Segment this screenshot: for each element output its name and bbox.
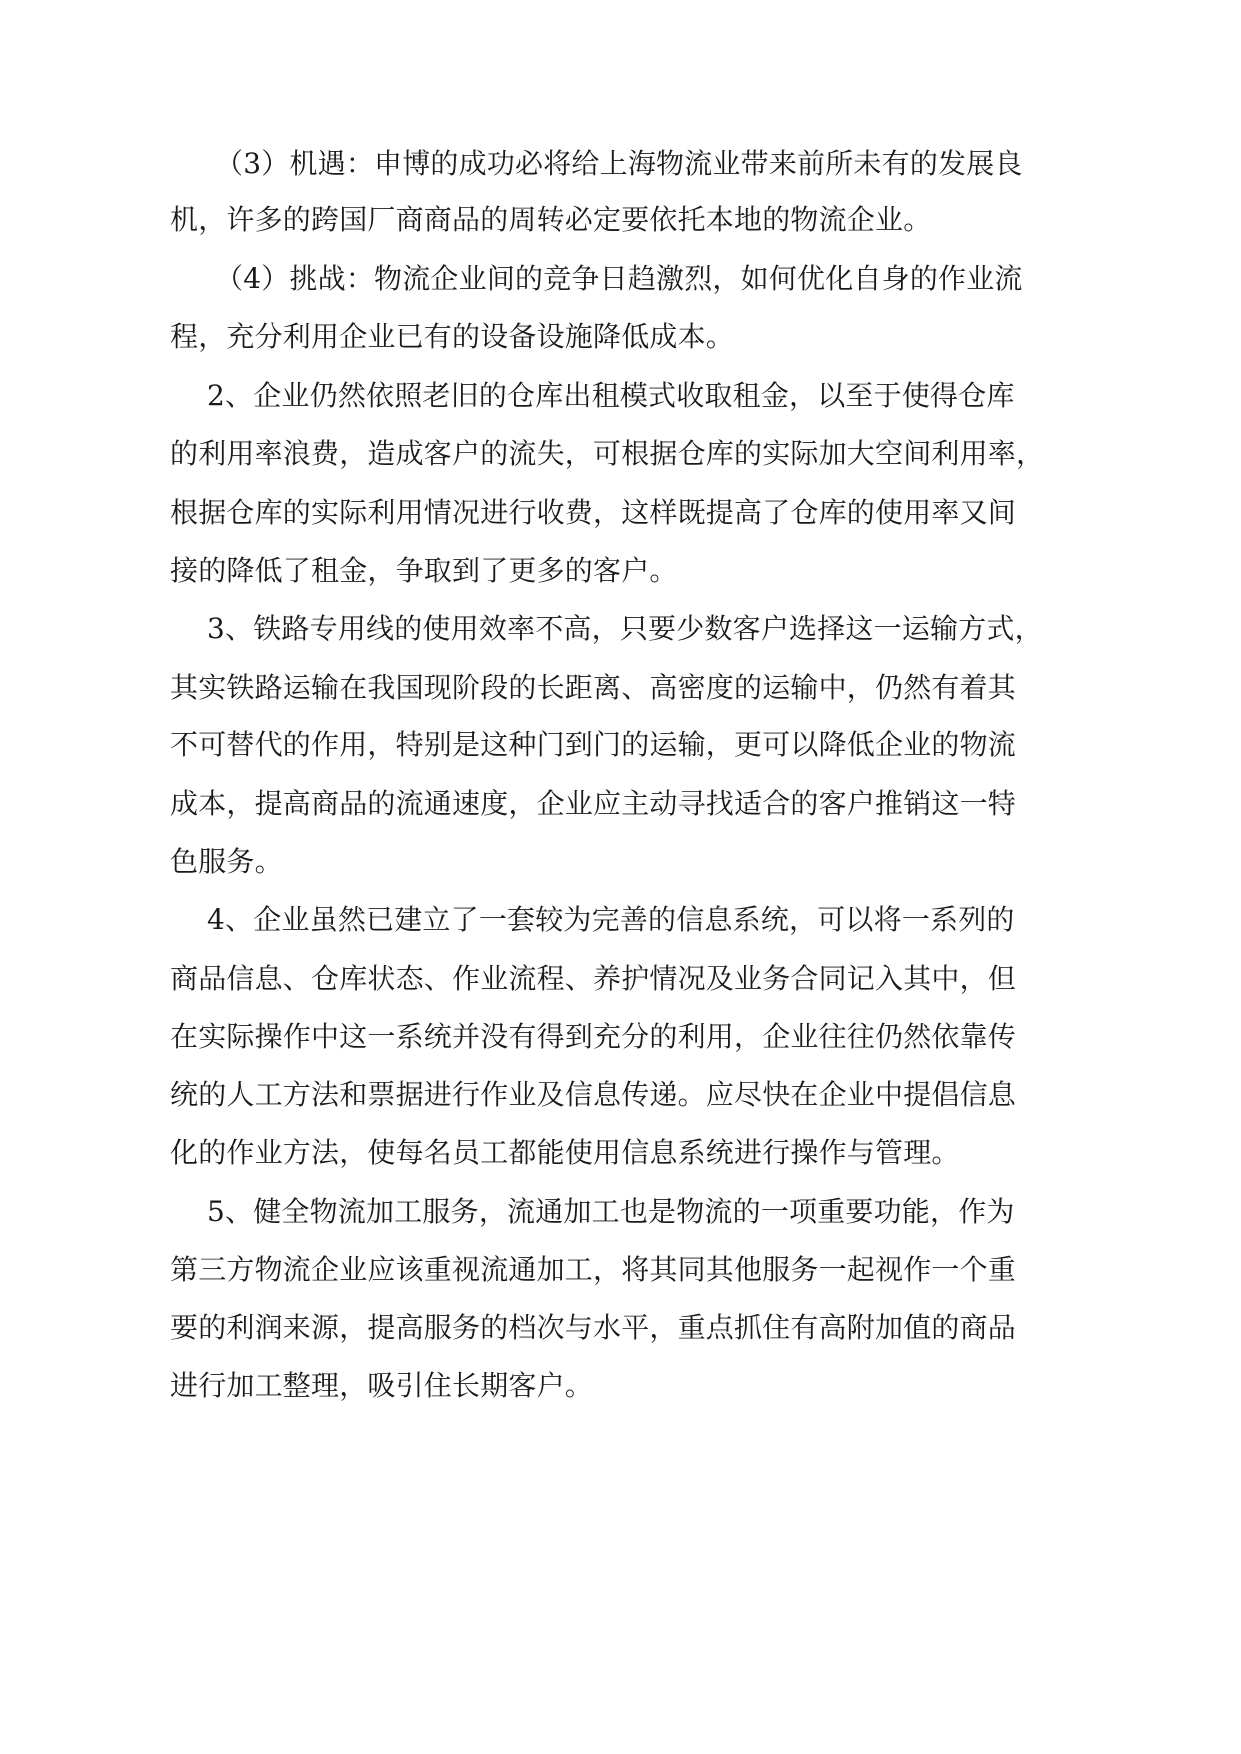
text-line: 程，充分利用企业已有的设备设施降低成本。: [170, 320, 735, 353]
text-line: 在实际操作中这一系统并没有得到充分的利用，企业往往仍然依靠传: [170, 1020, 1017, 1053]
text-line: 5、健全物流加工服务，流通加工也是物流的一项重要功能，作为: [207, 1195, 1015, 1228]
text-line: 商品信息、仓库状态、作业流程、养护情况及业务合同记入其中，但: [170, 962, 1017, 995]
text-line: 其实铁路运输在我国现阶段的长距离、高密度的运输中，仍然有着其: [170, 671, 1017, 704]
text-line: 机，许多的跨国厂商商品的周转必定要依托本地的物流企业。: [170, 203, 932, 236]
text-line: 4、企业虽然已建立了一套较为完善的信息系统，可以将一系列的: [207, 903, 1015, 936]
text-line: 根据仓库的实际利用情况进行收费，这样既提高了仓库的使用率又间: [170, 496, 1017, 529]
text-line: （4）挑战：物流企业间的竞争日趋激烈，如何优化自身的作业流: [215, 262, 1023, 295]
text-line: 3、铁路专用线的使用效率不高，只要少数客户选择这一运输方式，: [207, 612, 1043, 645]
text-line: （3）机遇：申博的成功必将给上海物流业带来前所未有的发展良: [215, 147, 1023, 180]
text-line: 化的作业方法，使每名员工都能使用信息系统进行操作与管理。: [170, 1136, 960, 1169]
text-line: 统的人工方法和票据进行作业及信息传递。应尽快在企业中提倡信息: [170, 1078, 1017, 1111]
text-line: 要的利润来源，提高服务的档次与水平，重点抓住有高附加值的商品: [170, 1311, 1017, 1344]
text-line: 接的降低了租金，争取到了更多的客户。: [170, 554, 678, 587]
text-line: 2、企业仍然依照老旧的仓库出租模式收取租金，以至于使得仓库: [207, 379, 1015, 412]
text-line: 色服务。: [170, 845, 283, 878]
text-line: 的利用率浪费，造成客户的流失，可根据仓库的实际加大空间利用率，: [170, 437, 1045, 470]
text-line: 不可替代的作用，特别是这种门到门的运输，更可以降低企业的物流: [170, 728, 1017, 761]
text-line: 进行加工整理，吸引住长期客户。: [170, 1369, 594, 1402]
text-line: 成本，提高商品的流通速度，企业应主动寻找适合的客户推销这一特: [170, 787, 1017, 820]
text-line: 第三方物流企业应该重视流通加工，将其同其他服务一起视作一个重: [170, 1253, 1017, 1286]
